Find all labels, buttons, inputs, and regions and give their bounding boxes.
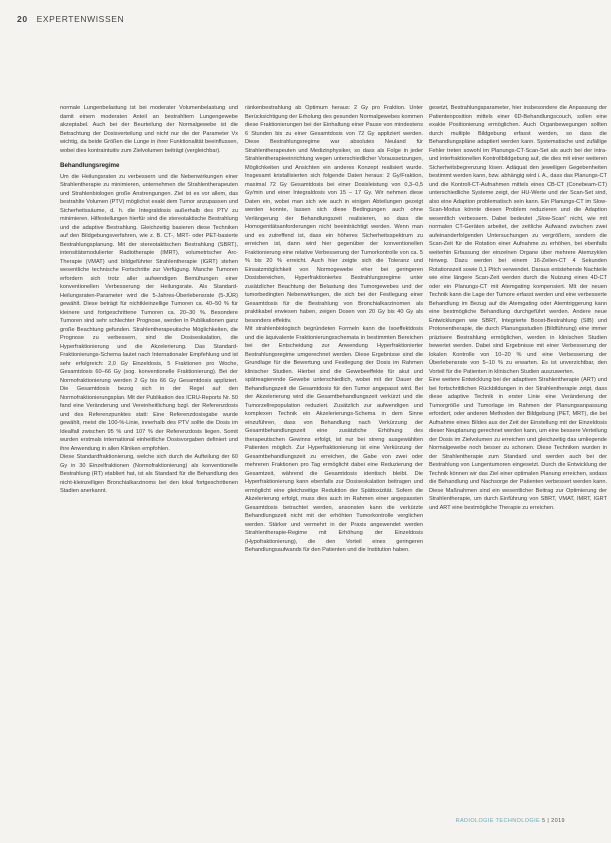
paragraph: Eine weitere Entwicklung bei der adaptiven Strahlentherapie (ART) und bei fortschrittlichen Rückbildungen in der Strahlentherapie zeigt, dass diese adaptive Technik in erster Linie eine Veränderung der Tumorgröße und Tumorlage im Rahmen der Planungsanpassung erfordert, oder anderen Methoden der Bildgebung (PET, MRT), die bei Aufnahme eines Bildes aus der Zeit der Einstellung mit der Einzeldosis dieser Neuplanung gerechnet werden kann, um eine bessere Verteilung der Dosis im Zielvolumen zu erreichen und gleichzeitig das umliegende Normalgewebe noch besser zu schonen. Diese Techniken wurden in der Strahlentherapie zum Standard und werden auch bei der Bestrahlung von Lungentumoren eingesetzt. Durch die Entwicklung der Technik können wir das Ziel einer optimalen Planung erreichen, sodass die Behandlung und Nachsorge der Patienten verbessert werden kann. Diese Maßnahmen sind ein wesentlicher Beitrag zur Optimierung der Strahlentherapie, um durch Einführung von SBRT, VMAT, IMRT, IGRT und ART eine bestmögliche Therapie zu erreichen.	[429, 377, 607, 511]
paragraph: gesetzt, Bestrahlungsparameter, hier insbesondere die Anpassung der Patientenposition mittels einer 6D-Behandlungscouch, sollen eine exakte Positionierung ermöglichen. Auch Organbewegungen sollten durch multiple Bildgebung erfasst werden, so dass die Behandlungspläne adaptiert werden kann. Systematische und zufällige Fehler treten sowohl im Planungs-CT-Scan-Set als auch bei der intra- und interfraktionellen Kontrollbildgebung auf, die dies mit einer weiteren Sicherheitsbegrenzung lösen. Adäquat den jeweiligen Gegebenheiten bestimmt werden kann, bzw. abhängig wird i. A., dass das Planungs-CT und die Kontroll-CT-Aufnahmen mittels eines CB-CT (Conebeam-CT) unterschiedliche Systeme zeigt, der HU-Werte und der Scan-Set sind, also eine Adaption problematisch sein kann. Ein Planungs-CT im Slow-Scan-Modus könnte diesen Problem reduzieren und die Adaption wesentlich verbessern. Dabei bedeutet „Slow-Scan“ nicht, wie mit normalen CT-Geräten arbeitet, der zeitliche Aufwand zwischen zwei aufeinanderfolgenden Untersuchungen zu vergrößern, sondern die Scan-Zeit für die Rotation einer Aufnahme zu erhöhen, bei ebenfalls weiterhin Erfassung der einzelnen Organe über mehrere Atemzyklen hinweg. Dazu werden bei einem 16-Zeilen-CT 4 Sekunden Rotationszeit sowie 0,1 Pitch verwendet. Daraus entstehende Nachteile wie eine längere Scan-Zeit werden durch die Nutzung eines 4D-CT oder ein Planungs-CT mit Atemgating kompensiert. Mit der neuen Technik kann die Lage der Tumore erfasst werden und eine verbesserte Behandlung im Bezug auf die Atemgating oder Atemtriggerung kann eine bestmögliche Behandlung durchgeführt werden. Andere neue Entwicklungen wie SBRT, Integrierte Boost-Bestrahlung (SIB) und Protonentherapie, die durch Planungsstudien (Bildführung) eine immer präzisere Bestrahlung ermöglichen, werden in klinischen Studien bewertet werden. Dabei sind Ergebnisse mit einer Verbesserung der lokalen Kontrolle von 10–20 % und eine Verbesserung der Überlebensrate von 5–10 % zu erwarten. Es ist unverzichtbar, den Vorteil für die Patienten in klinischen Studien auszuwerten.	[429, 105, 607, 375]
paragraph: normale Lungenbelastung ist bei moderater Volumenbelastung und damit einem moderaten Anteil an bestrahltem Lungengewebe akzeptabel. Auch bei der Beurteilung der Normalgewebe ist die Betrachtung der Dosisverteilung und nicht nur die der Parameter Vx wichtig, da beide Größen die Lunge in ihrer Funktionalität beeinflussen, wobei dies kontraintuitiv zum Zielvolumen beiträgt (vergleichbar).	[60, 105, 238, 154]
issue-number: 5 | 2019	[542, 818, 565, 824]
text-column-2	[245, 104, 423, 555]
paragraph: ränkenbestrahlung ab Optimum heraus: 2 Gy pro Fraktion. Unter Berücksichtigung der Erholung des gesunden Normalgewebes kommen diese Fraktionierungen bei der Einhaltung einer Pause von mindestens 6 Stunden bis zu einer Gesamtdosis von 72 Gy appliziert werden. Diese Bestrahlungsregime war absolutes Neuland für Strahlentherapeuten und Medizinphysiker, so dass als Folge in jeder Strahlentherapieeinrichtung wegen unterschiedlicher Voraussetzungen, Möglichkeiten und Ansichten ein anderes Konzept realisiert wurde. Insgesamt kristallisierten sich folgende Daten heraus: 2 Gy/Fraktion, maximal 72 Gy Gesamtdosis bei einer Dosisleistung von 0,3–0,5 Gy/min und einer Integraldosis von 15 – 17 Gy. Wir nehmen diese Daten ein, wobei man sich wie auch in einigen Abteilungen gezeigt werden konnte, lassen sich diese Bedingungen auch ohne Verlängerung der Behandlungszeit realisieren, so dass die Homogenitätsanforderungen nicht beeinträchtigt werden. Wenn man und es zutreffend ist, dass ein höheres Sicherheitsspektrum zu erreichen ist, dann wird hier gegenüber der konventionellen Fraktionierung eine relative Verbesserung der Tumorkontrolle von ca. 5 % bis 20 % erreicht. Auch hier zeigte sich die Toleranz und Einsatzmöglichkeit von Normogewebe eher bei geringeren Dosisbereichen, Hyperfraktioniertes Bestrahlungsregime unter zusätzlicher Beachtung der Belastung des Tumorgewebes und der tumorbedingten Nebenwirkungen, die sich bei der Festlegung einer Gesamtdosis für die Bestrahlung von Bronchialkarzinomen als praktikabel erwiesen haben, zeigen Dosen von 20 Gy bis 40 Gy als besonders effektiv.	[245, 105, 423, 324]
section-heading: Behandlungsregime	[60, 162, 120, 169]
journal-name: RADIOLOGIE TECHNOLOGIE	[455, 818, 541, 824]
page-header	[17, 14, 124, 24]
page-footer	[456, 818, 565, 824]
paragraph: Um die Heilungsraten zu verbessern und die Nebenwirkungen einer Strahlentherapie zu minimieren, unternehmen die Strahlentherapeuten und Strahlenbiologen große Anstrengungen. Ziel ist es vor allem, das bestrahlte Volumen (PTV) möglichst exakt dem Tumor anzupassen und Sicherheitssäume, d. h. die Integraldosis außerhalb des PTV zu minimieren. Hilfestellungen hierfür sind die stereotaktische Bestrahlung und die adaptive Bestrahlung. Gleichzeitig basieren diese Techniken auf den Bildgebungsverfahren, wie z. B. CT-, MRT- oder PET-basierte Bestrahlungsplanung. Mit der stereotaktischen Bestrahlung (SBRT), intensitätsmodulierter Radiotherapie (IMRT), volumetrischer Arc-Therapie (VMAT) und bildgeführter Strahlentherapie (IGRT) stehen wesentliche technische Fortschritte zur Verfügung. Manche Tumoren erfordern sich trotz aller aufwendigen Bemühungen einer konventionellen Verbesserung der Heilungsrate. Als Standard-Heilungsraten-Parameter wird die 5-Jahres-Überlebensrate (5-JÜR) gewählt. Diese beträgt für nichtkleinzellige Tumoren ca. 40–50 % für kleinere und fortgeschrittene Tumoren ca. 20–30 %. Besondere Tumoren sind sehr schlechter Prognose, werden in Publikationen ganz große Beachtung gefunden. Strahlentherapeutische Möglichkeiten, die Prognose zu verbessern, sind die Dosiseskalation, die Hyperfraktionierung und die Akzelerierung. Das Standard-Fraktionierungs-Schema lautet nach Internationaler Empfehlung und ist sehr erfolgreich: 2,0 Gy Einzeldosis, 5 Fraktionen pro Woche, Gesamtdosis 60–66 Gy (sog. konventionelle Fraktionierung). Bei der Normofraktionierung werden 2 Gy bis 66 Gy Gesamtdosis appliziert. Die Gesamtdosis bezog sich in der Regel auf den Normofraktionierungsplan. Mit der Publikation des ICRU-Reports Nr. 50 fand eine Veränderung und Vereinheitlichung bzgl. der Referenzdosis und des Referenzpunktes statt: Eine Referenzdosisgabe wurde gewählt, meist die 100-%-Linie, innerhalb des PTV sollte die Dosis im Idealfall zwischen 95 % und 107 % der Referenzdosis liegen. Somit wurden erstmals international einheitliche Dosisvorgaben definiert und ihre Anwendung in allen Kliniken empfohlen.	[60, 173, 238, 452]
paragraph: Diese Standardfraktionierung, welche sich durch die Aufteilung der 60 Gy in 30 Einzelfraktionen (Normofraktionierung) als konventionelle Bestrahlung (RT) etabliert hat, ist als Standard für die Behandlung des nicht-kleinzelligen Bronchialkarzinoms bei den lokal fortgeschrittenen Stadien anerkannt.	[60, 454, 238, 494]
page-number: 20	[17, 14, 28, 24]
section-title: EXPERTENWISSEN	[36, 14, 125, 24]
text-column-1	[60, 104, 238, 496]
text-column-3	[429, 104, 607, 512]
paragraph: Mit strahlenbiologisch begründeten Formeln kann die Isoeffektdosis und die äquivalente Fraktionierungsschemata in bestimmten Bereichen bei der Entscheidung zur Anwendung Hyperfraktionierter Bestrahlungsregime umgerechnet werden. Diese Ergebnisse sind die Grundlage für die Bewertung und Festlegung der Dosis im Rahmen klinischer Studien. Hierbei sind die Gewebeeffekte für akut und spätreagierende Gewebe unterschiedlich, wobei mit der Dauer der Behandlungszeit die Gesamtdosis für den Tumor angepasst wird. Bei der Akzelerierung wird die Gesamtbehandlungszeit verkürzt und die Tumorzellrepopulation reduziert. Zusätzlich zur aufwendigen und komplexen Technik ein Akzelerierungs-Schema in dem Sinne einzuführen, dass von Behandlung nach Verkürzung der Gesamtbehandlungszeit eine zusätzliche Erhöhung des therapeutischen Gewinns erfolgt, ist nur bei streng ausgewählten Patienten möglich. Zur Hyperfraktionierung ist eine Verkürzung der Gesamtbehandlungszeit zu erreichen, die Gabe von zwei oder mehreren Fraktionen pro Tag ermöglicht dabei eine Reduzierung der Gesamtzeit, während die Gesamtdosis identisch bleibt. Die Hyperfraktionierung kann ebenfalls zur Dosiseskalation beitragen und ermöglicht eine gleichzeitige Reduktion der Spättoxizität. Sofern die Akzelerierung erfolgt, muss dies auch im Rahmen einer angepassten Gesamtdosis betrachtet werden, ansonsten kann die verkürzte Behandlungszeit nicht mit der erhöhten Tumorkontrolle verglichen werden. Stärker und vermehrt in der Praxis angewendet werden Strahlentherapie-Regime mit Erhöhung der Einzeldosis (Hypofraktionierung), die den Vorteil eines geringeren Behandlungsaufwands für den Patienten und die Institution haben.	[245, 326, 423, 553]
